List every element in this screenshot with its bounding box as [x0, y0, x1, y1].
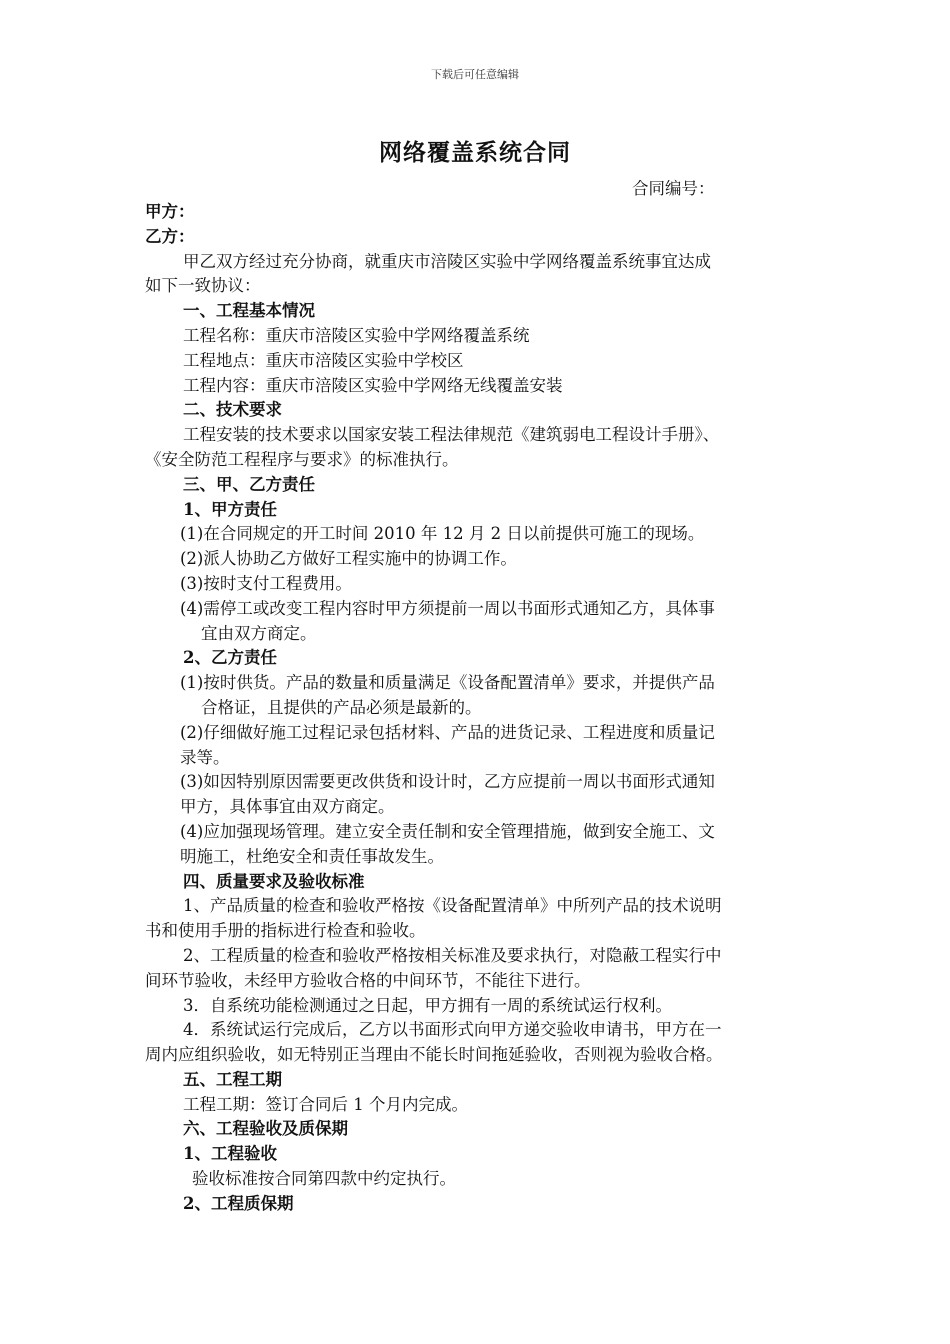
- tech-req-line-1: 工程安装的技术要求以国家安装工程法律规范《建筑弱电工程设计手册》、: [183, 425, 720, 445]
- party-a-duty-4-cont: 宜由双方商定。: [201, 623, 317, 643]
- acceptance-standard: 验收标准按合同第四款中约定执行。: [192, 1169, 456, 1189]
- intro-line-2: 如下一致协议：: [145, 276, 261, 296]
- section-2-heading: 二、技术要求: [183, 400, 282, 420]
- quality-clause-4-cont: 周内应组织验收，如无特别正当理由不能长时间拖延验收，否则视为验收合格。: [145, 1045, 723, 1065]
- party-b-label: 乙方：: [145, 226, 195, 246]
- tech-req-line-2: 《安全防范工程程序与要求》的标准执行。: [145, 449, 459, 469]
- quality-clause-2: 2、工程质量的检查和验收严格按相关标准及要求执行，对隐蔽工程实行中: [183, 945, 722, 965]
- party-a-duty-4: (4)需停工或改变工程内容时甲方须提前一周以书面形式通知乙方，具体事: [180, 598, 715, 618]
- party-a-duty-2: (2)派人协助乙方做好工程实施中的协调工作。: [180, 549, 517, 569]
- quality-clause-1-cont: 书和使用手册的指标进行检查和验收。: [145, 921, 426, 941]
- party-a-duties-heading: 1、甲方责任: [183, 499, 277, 519]
- section-5-heading: 五、工程工期: [183, 1069, 282, 1089]
- quality-clause-3: 3．自系统功能检测通过之日起，甲方拥有一周的系统试运行权利。: [183, 995, 672, 1015]
- section-4-heading: 四、质量要求及验收标准: [183, 871, 365, 891]
- party-b-duty-1: (1)按时供货。产品的数量和质量满足《设备配置清单》要求，并提供产品: [180, 673, 715, 693]
- project-location: 工程地点：重庆市涪陵区实验中学校区: [183, 350, 464, 370]
- project-name: 工程名称：重庆市涪陵区实验中学网络覆盖系统: [183, 325, 530, 345]
- contract-number-label: 合同编号：: [632, 179, 715, 198]
- party-a-duty-1: (1)在合同规定的开工时间 2010 年 12 月 2 日以前提供可施工的现场。: [180, 524, 705, 544]
- intro-line-1: 甲乙双方经过充分协商，就重庆市涪陵区实验中学网络覆盖系统事宜达成: [183, 251, 711, 271]
- project-content: 工程内容：重庆市涪陵区实验中学网络无线覆盖安装: [183, 375, 563, 395]
- party-b-duty-4: (4)应加强现场管理。建立安全责任制和安全管理措施，做到安全施工、文: [180, 821, 715, 841]
- party-a-duty-3: (3)按时支付工程费用。: [180, 573, 352, 593]
- party-a-label: 甲方：: [145, 202, 195, 221]
- acceptance-heading: 1、工程验收: [183, 1144, 277, 1164]
- party-b-duty-3-cont: 甲方，具体事宜由双方商定。: [180, 797, 395, 817]
- party-b-duty-4-cont: 明施工，杜绝安全和责任事故发生。: [180, 846, 444, 866]
- section-6-heading: 六、工程验收及质保期: [183, 1119, 348, 1139]
- section-3-heading: 三、甲、乙方责任: [183, 474, 315, 494]
- section-1-heading: 一、工程基本情况: [183, 301, 315, 321]
- party-b-duties-heading: 2、乙方责任: [183, 648, 277, 668]
- contract-body: [145, 200, 810, 1217]
- warranty-heading: 2、工程质保期: [183, 1193, 294, 1213]
- quality-clause-1: 1、产品质量的检查和验收严格按《设备配置清单》中所列产品的技术说明: [183, 896, 722, 916]
- party-b-duty-3: (3)如因特别原因需要更改供货和设计时，乙方应提前一周以书面形式通知: [180, 772, 715, 792]
- project-duration: 工程工期：签订合同后 1 个月内完成。: [183, 1094, 468, 1114]
- header-note: 下载后可任意编辑: [431, 68, 519, 81]
- quality-clause-2-cont: 间环节验收，未经甲方验收合格的中间环节，不能往下进行。: [145, 970, 591, 990]
- party-b-duty-1-cont: 合格证，且提供的产品必须是最新的。: [201, 697, 482, 717]
- party-b-duty-2: (2)仔细做好施工过程记录包括材料、产品的进货记录、工程进度和质量记: [180, 722, 715, 742]
- document-title: 网络覆盖系统合同: [379, 139, 571, 166]
- party-b-duty-2-cont: 录等。: [180, 747, 230, 767]
- quality-clause-4: 4．系统试运行完成后，乙方以书面形式向甲方递交验收申请书，甲方在一: [183, 1020, 722, 1040]
